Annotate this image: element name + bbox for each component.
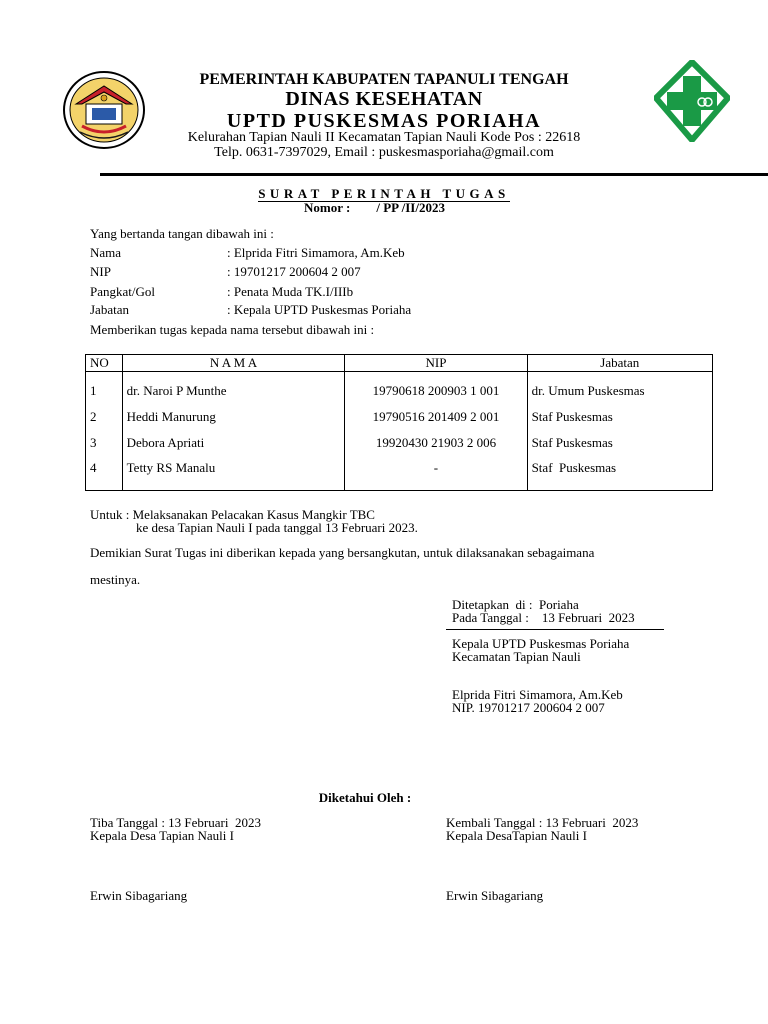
table-header-row [86, 355, 713, 372]
letter-title: SURAT PERINTAH TUGAS [258, 186, 510, 201]
signer-value: : Kepala UPTD Puskesmas Poriaha [227, 302, 412, 317]
issuer-position-2: Kecamatan Tapian Nauli [452, 649, 581, 664]
arrival-position: Kepala Desa Tapian Nauli I [90, 828, 234, 843]
column-header-nip: NIP [345, 355, 527, 372]
cell-nip: 19790618 200903 1 001 [345, 372, 527, 405]
letterhead-institution: UPTD PUSKESMAS PORIAHA [226, 110, 542, 132]
cell-no: 2 [86, 404, 123, 430]
signer-label: NIP [90, 264, 111, 279]
purpose-line-2: ke desa Tapian Nauli I pada tanggal 13 Februari 2023. [136, 520, 418, 535]
cell-no: 4 [86, 456, 123, 491]
return-date: Kembali Tanggal : 13 Februari 2023 [446, 815, 639, 830]
issuer-position-1: Kepala UPTD Puskesmas Poriaha [452, 636, 630, 651]
cell-position: Staf Puskesmas [527, 430, 712, 456]
signer-label: Pangkat/Gol [90, 284, 155, 299]
cell-name: Tetty RS Manalu [122, 456, 345, 491]
cell-name: dr. Naroi P Munthe [122, 372, 345, 405]
return-position: Kepala DesaTapian Nauli I [446, 828, 587, 843]
signer-intro: Yang bertanda tangan dibawah ini : [90, 226, 274, 241]
issuer-name: Elprida Fitri Simamora, Am.Keb [452, 687, 623, 702]
table-row [86, 456, 713, 491]
table-row [86, 372, 713, 405]
arrival-date: Tiba Tanggal : 13 Februari 2023 [90, 815, 261, 830]
letterhead-government: PEMERINTAH KABUPATEN TAPANULI TENGAH [199, 71, 569, 88]
purpose-line-1: Untuk : Melaksanakan Pelacakan Kasus Mangkir TBC [90, 507, 375, 522]
signer-value: : Elprida Fitri Simamora, Am.Keb [227, 245, 405, 260]
issued-underline [446, 629, 664, 630]
letterhead-department: DINAS KESEHATAN [285, 88, 483, 110]
cell-nip: 19790516 201409 2 001 [345, 404, 527, 430]
signer-value: : 19701217 200604 2 007 [227, 264, 361, 279]
cell-no: 1 [86, 372, 123, 405]
assignee-table [85, 354, 713, 491]
column-header-no: NO [86, 355, 123, 372]
cell-position: Staf Puskesmas [527, 456, 712, 491]
issuer-nip: NIP. 19701217 200604 2 007 [452, 700, 605, 715]
assignment-intro: Memberikan tugas kepada nama tersebut dibawah ini : [90, 322, 375, 337]
cell-no: 3 [86, 430, 123, 456]
closing-line-1: Demikian Surat Tugas ini diberikan kepada yang bersangkutan, untuk dilaksanakan sebagaimana [90, 545, 595, 560]
column-header-position: Jabatan [527, 355, 712, 372]
letterhead-contact: Telp. 0631-7397029, Email : puskesmasporiaha@gmail.com [214, 145, 554, 160]
cell-position: Staf Puskesmas [527, 404, 712, 430]
cell-name: Debora Apriati [122, 430, 345, 456]
issued-place: Ditetapkan di : Poriaha [452, 597, 579, 612]
return-signer-name: Erwin Sibagariang [446, 888, 544, 903]
arrival-signer-name: Erwin Sibagariang [90, 888, 188, 903]
letterhead-address: Kelurahan Tapian Nauli II Kecamatan Tapian Nauli Kode Pos : 22618 [187, 130, 581, 145]
cell-nip: - [345, 456, 527, 491]
signer-label: Nama [90, 245, 122, 260]
signer-value: : Penata Muda TK.I/IIIb [227, 284, 354, 299]
letterhead-divider [100, 173, 768, 176]
acknowledged-title: Diketahui Oleh : [318, 790, 412, 805]
closing-line-2: mestinya. [90, 572, 141, 587]
table-row [86, 430, 713, 456]
table-row [86, 404, 713, 430]
signer-label: Jabatan [90, 302, 129, 317]
letter-number: Nomor : / PP /II/2023 [304, 200, 445, 215]
cell-position: dr. Umum Puskesmas [527, 372, 712, 405]
column-header-name: N A M A [122, 355, 345, 372]
cell-name: Heddi Manurung [122, 404, 345, 430]
issued-date: Pada Tanggal : 13 Februari 2023 [452, 610, 635, 625]
cell-nip: 19920430 21903 2 006 [345, 430, 527, 456]
